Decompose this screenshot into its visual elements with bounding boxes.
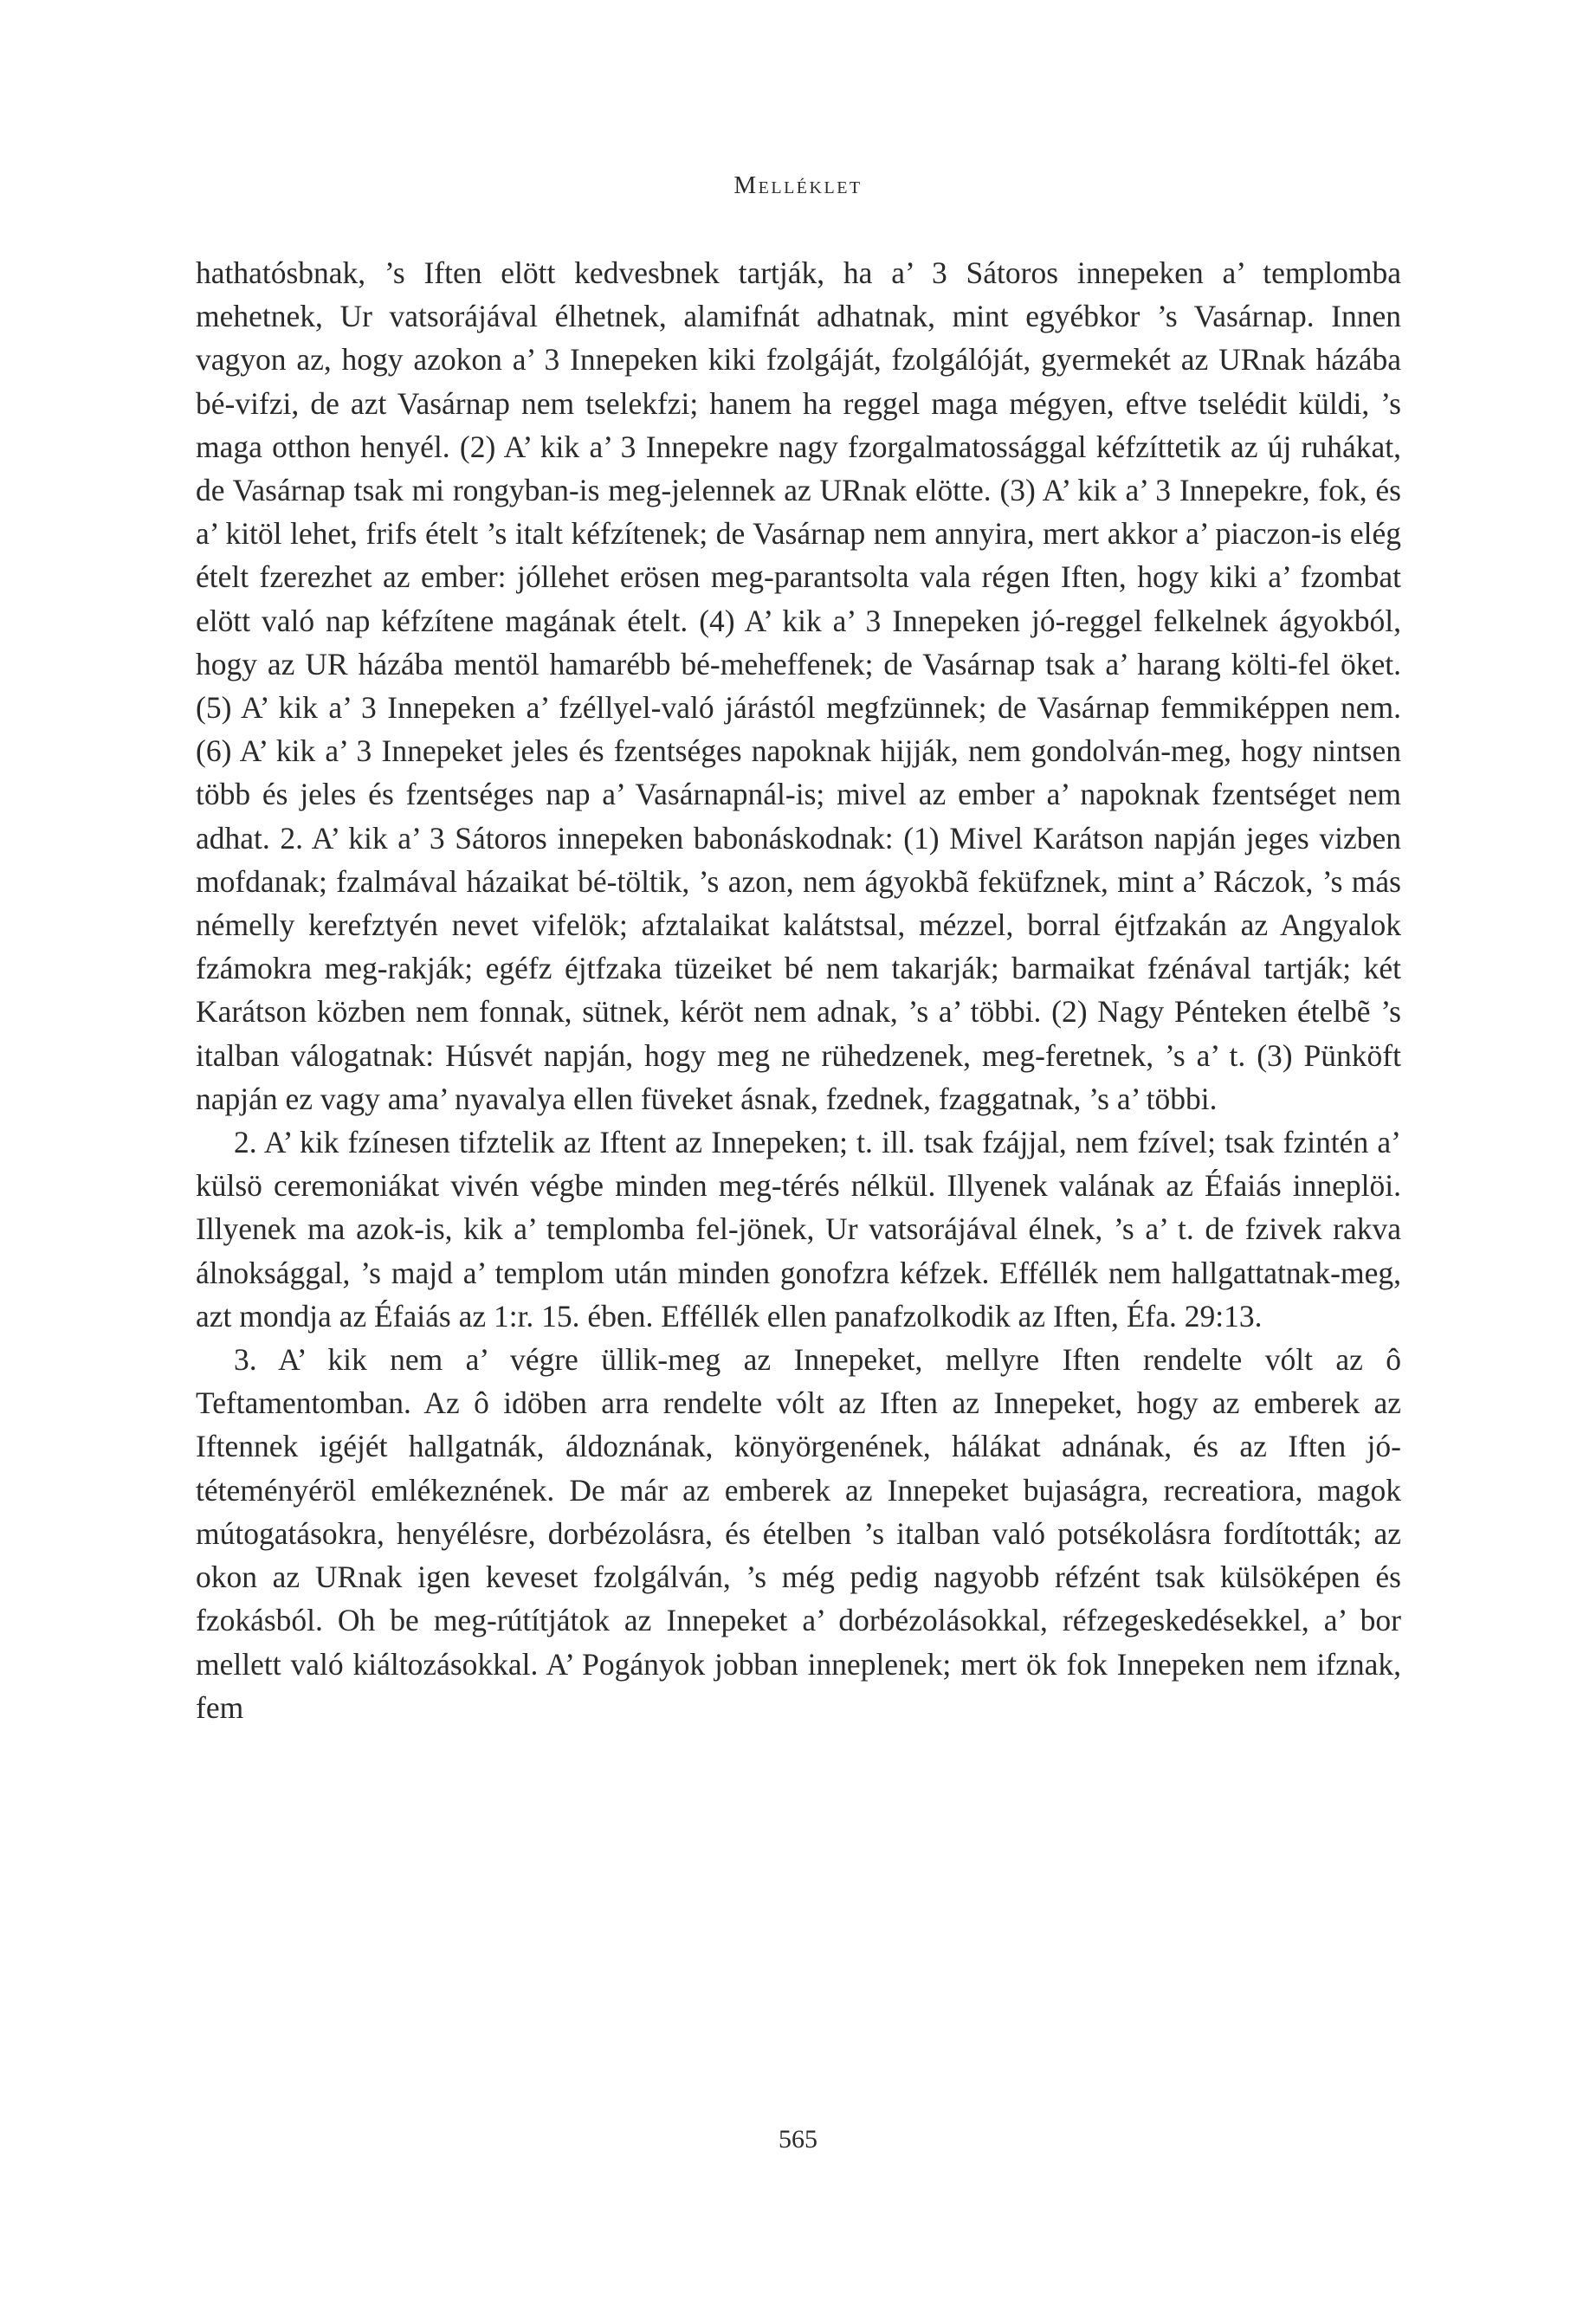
paragraph-3: 3. A’ kik nem a’ végre üllik-meg az Innepeket, mellyre Iften rendelte vólt az ô Teftamentomban. Az ô idöben arra rendelte vólt az Iften az Innepeket, hogy az emberek az Iftennek igéjét hallgatnák, áldoznának, könyörgenének, hálákat adnának, és az Iften jó-téteményéröl emlékeznének. De már az emberek az Innepeket bujaságra, recreatiora, magok mútogatásokra, henyélésre, dorbézolásra, és ételben ’s italban való potsékolásra fordították; az okon az URnak igen keveset fzolgálván, ’s még pedig nagyobb réfzént tsak külsöképen és fzokásból. Oh be meg-rútítjátok az Innepeket a’ dorbézolásokkal, réfzegeskedésekkel, a’ bor mellett való kiáltozásokkal. A’ Pogányok jobban inneplenek; mert ök fok Innepeken nem ifznak, fem: [196, 1342, 1401, 1725]
body-text: [196, 251, 1401, 1729]
paragraph-2: 2. A’ kik fzínesen tifztelik az Iftent az Innepeken; t. ill. tsak fzájjal, nem fzível; tsak fzintén a’ külsö ceremoniákat vivén végbe minden meg-térés nélkül. Illyenek valának az Éfaiás inneplöi. Illyenek ma azok-is, kik a’ templomba fel-jönek, Ur vatsorájával élnek, ’s a’ t. de fzivek rakva álnoksággal, ’s majd a’ templom után minden gonofzra kéfzek. Efféllék nem hallgattatnak-meg, azt mondja az Éfaiás az 1:r. 15. ében. Efféllék ellen panafzolkodik az Iften, Éfa. 29:13.: [196, 1125, 1401, 1334]
paragraph-1: hathatósbnak, ’s Iften elött kedvesbnek tartják, ha a’ 3 Sátoros innepeken a’ templomba mehetnek, Ur vatsorájával élhetnek, alamifnát adhatnak, mint egyébkor ’s Vasárnap. Innen vagyon az, hogy azokon a’ 3 Innepeken kiki fzolgáját, fzolgálóját, gyermekét az URnak házába bé-vifzi, de azt Vasárnap nem tselekfzi; hanem ha reggel maga mégyen, eftve tselédit küldi, ’s maga otthon henyél. (2) A’ kik a’ 3 Innepekre nagy fzorgalmatossággal kéfzíttetik az új ruhákat, de Vasárnap tsak mi rongyban-is meg-jelennek az URnak elötte. (3) A’ kik a’ 3 Innepekre, fok, és a’ kitöl lehet, frifs ételt ’s italt kéfzítenek; de Vasárnap nem annyira, mert akkor a’ piaczon-is elég ételt fzerezhet az ember: jóllehet erösen meg-parantsolta vala régen Iften, hogy kiki a’ fzombat elött való nap kéfzítene magának ételt. (4) A’ kik a’ 3 Innepeken jó-reggel felkelnek ágyokból, hogy az UR házába mentöl hamarébb bé-meheffenek; de Vasárnap tsak a’ harang költi-fel öket. (5) A’ kik a’ 3 Innepeken a’ fzéllyel-való járástól megfzünnek; de Vasárnap femmiképpen nem. (6) A’ kik a’ 3 Innepeket jeles és fzentséges napoknak hijják, nem gondolván-meg, hogy nintsen több és jeles és fzentséges nap a’ Vasárnapnál-is; mivel az ember a’ napoknak fzentséget nem adhat. 2. A’ kik a’ 3 Sátoros innepeken babonáskodnak: (1) Mivel Karátson napján jeges vizben mofdanak; fzalmával házaikat bé-töltik, ’s azon, nem ágyokbã feküfznek, mint a’ Ráczok, ’s más némelly kerefztyén nevet vifelök; afztalaikat kalátstsal, mézzel, borral éjtfzakán az Angyalok fzámokra meg-rakják; egéfz éjtfzaka tüzeiket bé nem takarják; barmaikat fzénával tartják; két Karátson közben nem fonnak, sütnek, kéröt nem adnak, ’s a’ többi. (2) Nagy Pénteken ételbẽ ’s italban válogatnak: Húsvét napján, hogy meg ne rühedzenek, meg-feretnek, ’s a’ t. (3) Pünköft napján ez vagy ama’ nyavalya ellen füveket ásnak, fzednek, fzaggatnak, ’s a’ többi.: [196, 255, 1401, 1116]
page-number: 565: [779, 2125, 817, 2154]
running-head: Melléklet: [733, 171, 863, 199]
